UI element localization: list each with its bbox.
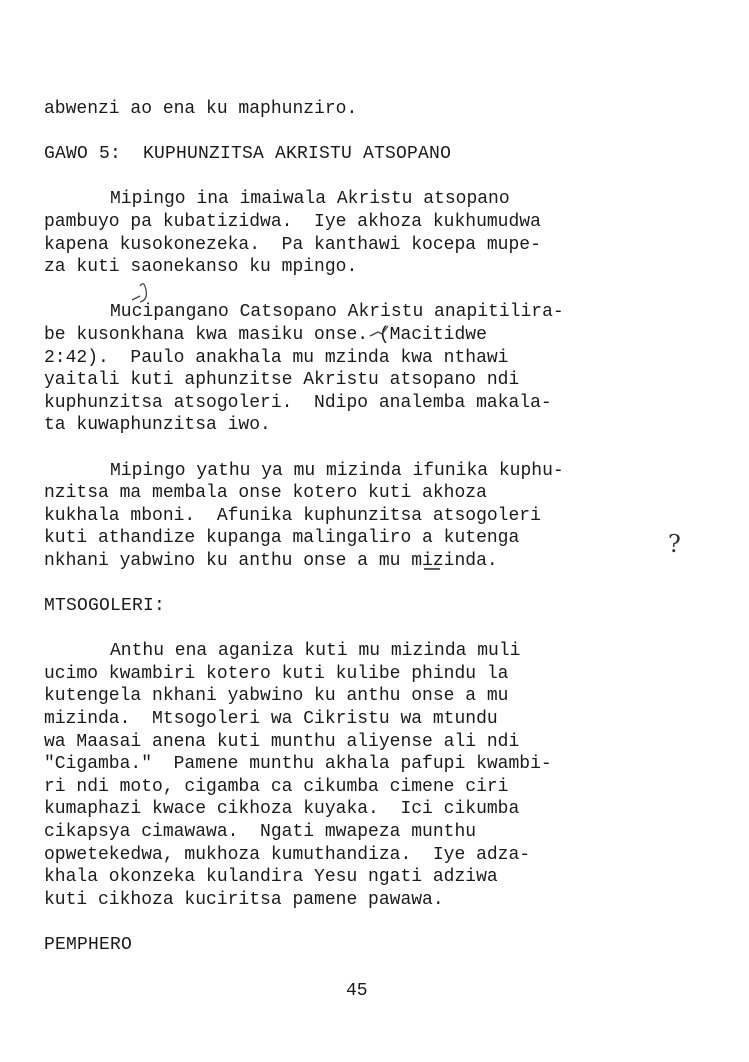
page-number: 45: [346, 981, 368, 1001]
paragraph-line: ta kuwaphunzitsa iwo.: [44, 415, 271, 436]
paragraph-line: 2:42). Paulo anakhala mu mzinda kwa nthawi: [44, 347, 509, 368]
margin-question-mark: ?: [668, 530, 681, 558]
paragraph-line: "Cigamba." Pamene munthu akhala pafupi kwambi-: [44, 754, 552, 775]
paragraph-line: kapena kusokonezeka. Pa kanthawi kocepa mupe-: [44, 234, 541, 255]
handwritten-insert-mark: [140, 284, 146, 302]
paragraph-line: wa Maasai anena kuti munthu aliyense ali ndi: [44, 731, 520, 752]
paragraph-line: pambuyo pa kubatizidwa. Iye akhoza kukhumudwa: [44, 211, 541, 232]
subheading-leaders: MTSOGOLERI:: [44, 596, 166, 617]
paragraph-line: cikapsya cimawawa. Ngati mwapeza munthu: [44, 822, 477, 842]
section-heading: GAWO 5: KUPHUNZITSA AKRISTU ATSOPANO: [44, 144, 452, 165]
paragraph-line: kuti cikhoza kuciritsa pamene pawawa.: [44, 889, 444, 910]
subheading-prayer: PEMPHERO: [44, 934, 133, 955]
paragraph-line: be kusonkhana kwa masiku onse. (Macitidwe: [44, 324, 487, 345]
paragraph-line: Mipingo ina imaiwala Akristu atsopano: [110, 189, 510, 210]
paragraph-line: nkhani yabwino ku anthu onse a mu mizinda.: [44, 550, 498, 571]
paragraph-line: za kuti saonekanso ku mpingo.: [44, 257, 358, 278]
paragraph-line: ri ndi moto, cigamba ca cikumba cimene ciri: [44, 776, 509, 797]
paragraph-line: opwetekedwa, mukhoza kumuthandiza. Iye adza-: [44, 844, 531, 865]
paragraph-line: kuphunzitsa atsogoleri. Ndipo analemba makala-: [44, 392, 552, 413]
handwritten-stop-mark: [370, 326, 388, 336]
paragraph-line: khala okonzeka kulandira Yesu ngati adziwa: [44, 867, 498, 888]
paragraph-line: Mipingo yathu ya mu mizinda ifunika kuphu-: [110, 460, 564, 481]
continuation-line: abwenzi ao ena ku maphunziro.: [44, 99, 358, 119]
handwritten-insert-tick: [132, 296, 140, 300]
paragraph-line: Anthu ena aganiza kuti mu mizinda muli: [110, 641, 521, 662]
paragraph-line: nzitsa ma membala onse kotero kuti akhoza: [44, 483, 487, 504]
paragraph-line: Mucipangano Catsopano Akristu anapitilira-: [110, 302, 564, 323]
paragraph-line: kukhala mboni. Afunika kuphunzitsa atsogoleri: [44, 505, 541, 526]
paragraph-line: kumaphazi kwace cikhoza kuyaka. Ici cikumba: [44, 799, 520, 820]
paragraph-line: ucimo kwambiri kotero kuti kulibe phindu la: [44, 663, 509, 684]
paragraph-line: mizinda. Mtsogoleri wa Cikristu wa mtundu: [44, 709, 498, 730]
paragraph-line: yaitali kuti aphunzitse Akristu atsopano ndi: [44, 370, 520, 391]
paragraph-line: kutengela nkhani yabwino ku anthu onse a mu: [44, 686, 509, 707]
paragraph-line: kuti athandize kupanga malingaliro a kutenga: [44, 528, 520, 549]
